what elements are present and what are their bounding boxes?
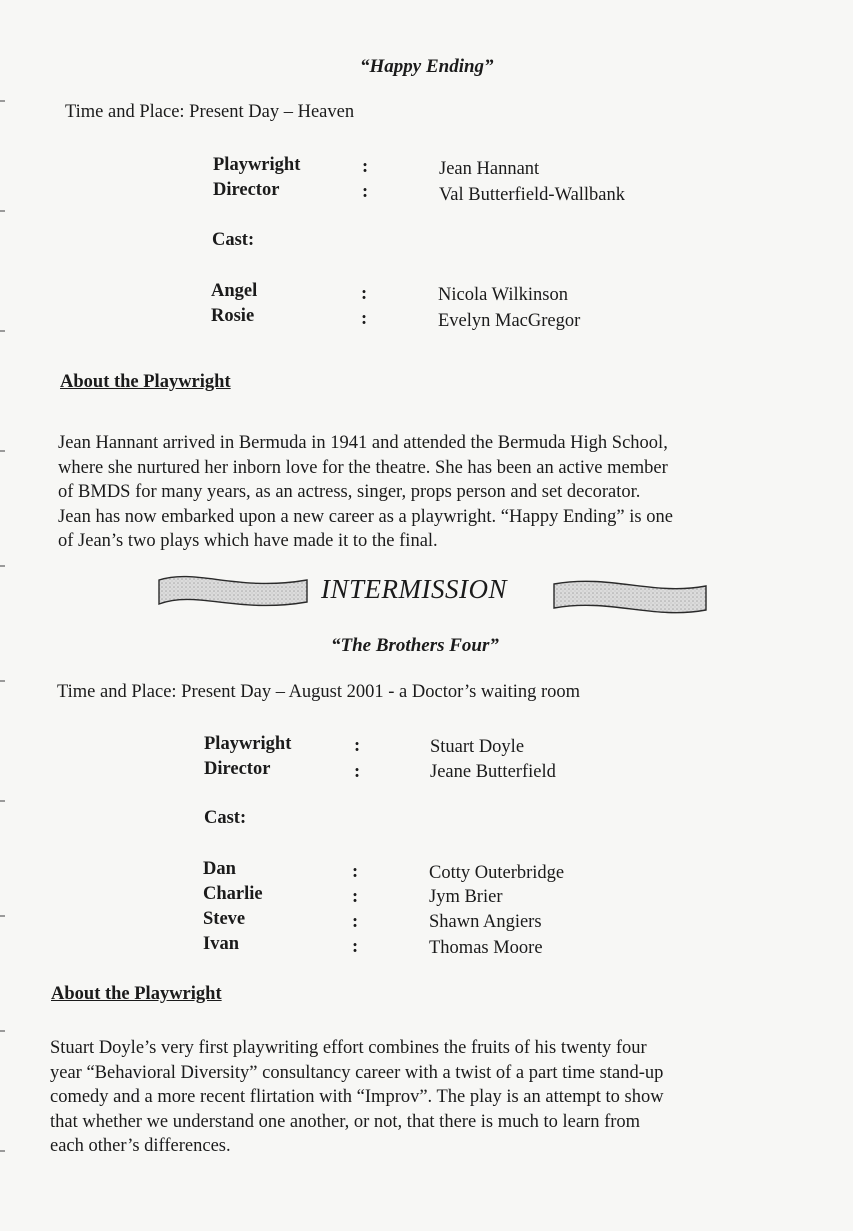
cast-name: Thomas Moore (429, 938, 543, 958)
cast-name: Shawn Angiers (429, 912, 542, 932)
colon: : (352, 887, 359, 907)
margin-mark (0, 330, 5, 332)
ribbon-left-ornament (157, 570, 309, 614)
play-title: “The Brothers Four” (331, 635, 499, 656)
credit-name-director: Val Butterfield-Wallbank (439, 185, 626, 205)
cast-role: Dan (203, 859, 236, 879)
cast-role: Steve (203, 909, 246, 929)
credit-name-playwright: Stuart Doyle (430, 737, 525, 757)
cast-label: Cast: (204, 808, 247, 828)
colon: : (362, 182, 369, 202)
play-title: “Happy Ending” (360, 56, 494, 77)
cast-name: Cotty Outerbridge (429, 863, 565, 883)
cast-role: Rosie (211, 306, 255, 326)
colon: : (361, 309, 368, 329)
colon: : (352, 862, 359, 882)
colon: : (352, 912, 359, 932)
credit-name-director: Jeane Butterfield (430, 762, 556, 782)
credit-role-director: Director (213, 180, 280, 200)
paragraph-line: Jean has now embarked upon a new career as a playwright. “Happy Ending” is one (58, 506, 673, 527)
margin-mark (0, 1150, 5, 1152)
paragraph-line: that whether we understand one another, or not, that there is much to learn from (50, 1111, 641, 1132)
time-and-place: Time and Place: Present Day – Heaven (65, 102, 355, 122)
paragraph-line: where she nurtured her inborn love for the theatre. She has been an active member (58, 457, 668, 478)
colon: : (362, 157, 369, 177)
cast-role: Angel (211, 281, 258, 301)
margin-mark (0, 915, 5, 917)
colon: : (352, 937, 359, 957)
margin-mark (0, 565, 5, 567)
about-heading: About the Playwright (51, 984, 222, 1004)
ribbon-right-ornament (552, 576, 708, 620)
paragraph-line: comedy and a more recent flirtation with “Improv”. The play is an attempt to show (50, 1087, 664, 1107)
colon: : (354, 736, 361, 756)
cast-role: Charlie (203, 884, 263, 904)
credit-name-playwright: Jean Hannant (439, 159, 540, 179)
margin-mark (0, 1030, 5, 1032)
paragraph-line: Stuart Doyle’s very first playwriting effort combines the fruits of his twenty four (50, 1038, 647, 1058)
colon: : (361, 284, 368, 304)
margin-mark (0, 450, 5, 452)
paragraph-line: Jean Hannant arrived in Bermuda in 1941 and attended the Bermuda High School, (58, 433, 668, 453)
about-paragraph (58, 431, 828, 554)
margin-mark (0, 800, 5, 802)
about-heading: About the Playwright (60, 372, 231, 392)
credit-role-playwright: Playwright (204, 734, 292, 754)
colon: : (354, 762, 361, 782)
paragraph-line: each other’s differences. (50, 1136, 231, 1156)
paragraph-line: of Jean’s two plays which have made it to the final. (58, 531, 438, 551)
time-and-place: Time and Place: Present Day – August 2001 - a Doctor’s waiting room (57, 682, 581, 702)
cast-label: Cast: (212, 230, 255, 250)
cast-role: Ivan (203, 934, 239, 954)
cast-name: Jym Brier (429, 887, 503, 907)
credit-role-director: Director (204, 759, 271, 779)
margin-mark (0, 210, 5, 212)
margin-mark (0, 680, 5, 682)
paragraph-line: year “Behavioral Diversity” consultancy career with a twist of a part time stand-up (50, 1062, 664, 1083)
intermission-title: INTERMISSION (321, 574, 507, 604)
margin-mark (0, 100, 5, 102)
cast-name: Evelyn MacGregor (438, 311, 581, 331)
about-paragraph (50, 1036, 820, 1159)
paragraph-line: of BMDS for many years, as an actress, singer, props person and set decorator. (58, 482, 641, 502)
credit-role-playwright: Playwright (213, 155, 301, 175)
cast-name: Nicola Wilkinson (438, 285, 568, 305)
